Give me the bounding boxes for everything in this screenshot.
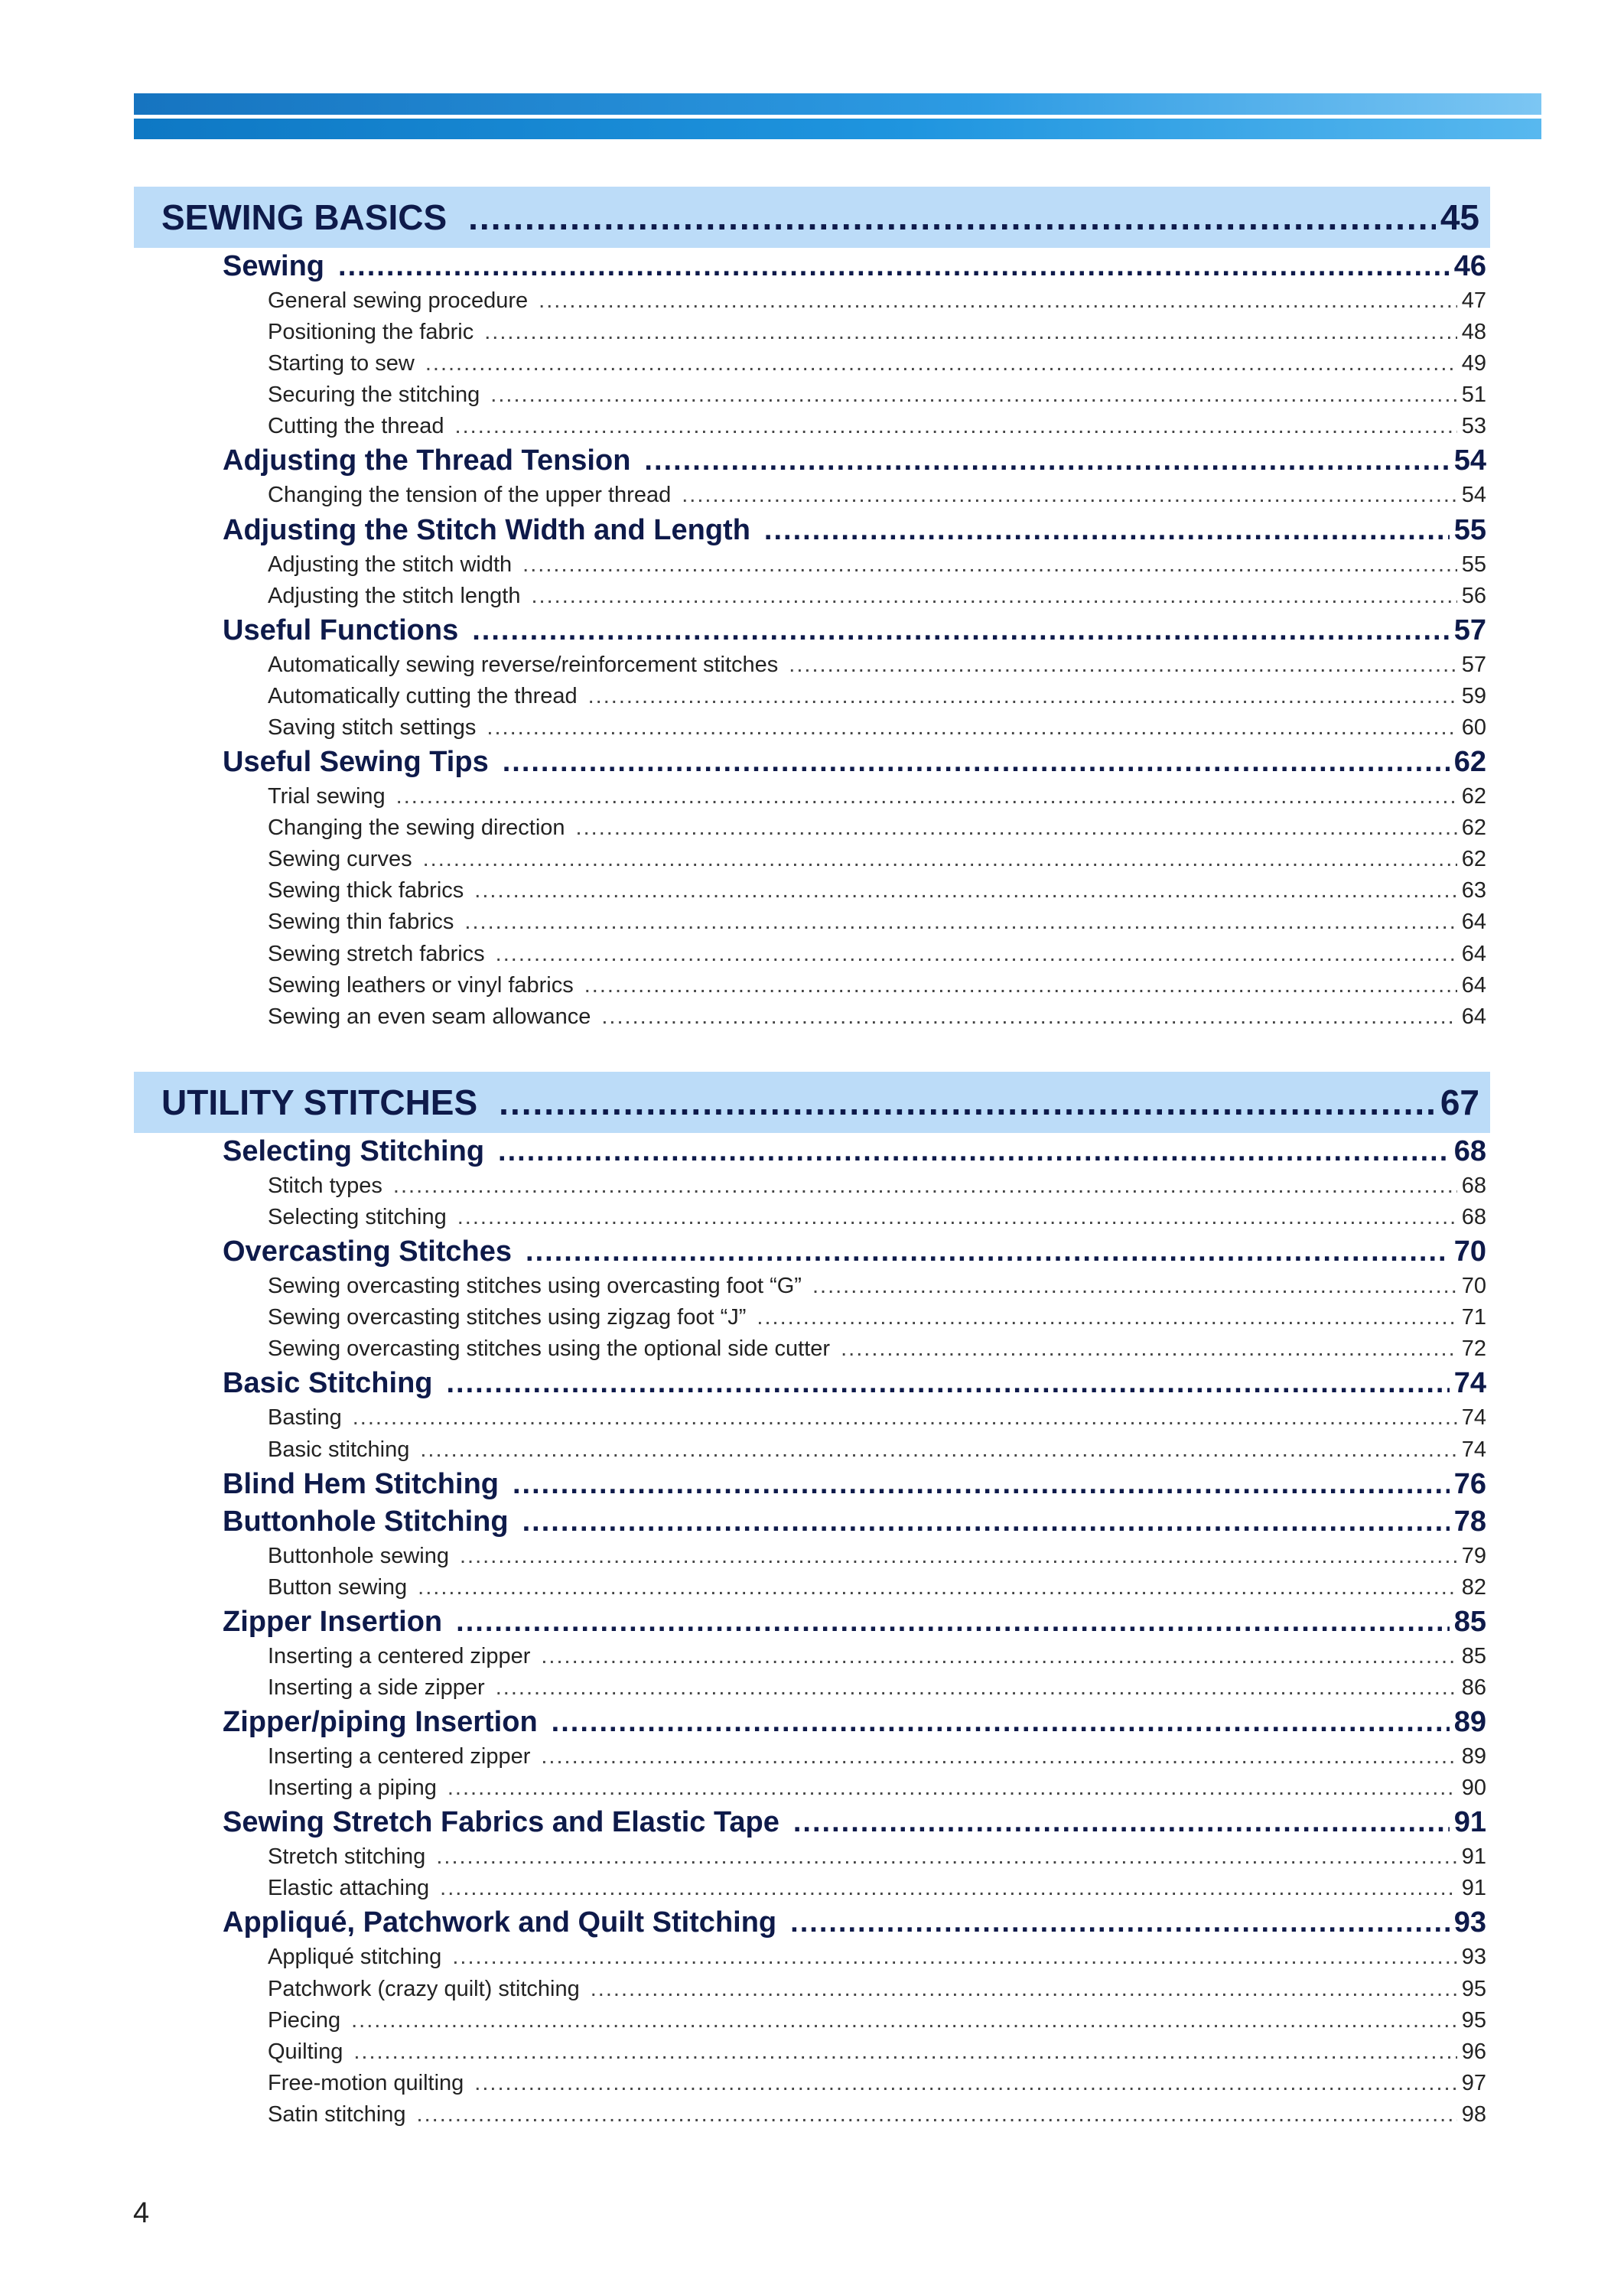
entry-title: Inserting a piping (268, 1776, 437, 1801)
toc-item[interactable] (134, 2068, 1490, 2099)
page-ref: 64 (1461, 972, 1486, 998)
page-ref: 70 (1461, 1274, 1486, 1299)
entry-title: Zipper/piping Insertion (223, 1706, 538, 1739)
entry-title: Basic Stitching (223, 1367, 433, 1400)
entry-title: Basting (268, 1405, 342, 1431)
page-ref: 54 (1453, 444, 1486, 477)
entry-title: Patchwork (crazy quilt) stitching (268, 1976, 580, 2001)
dot-leader (584, 970, 1457, 1001)
toc-item[interactable] (134, 1202, 1490, 1233)
entry-title: SEWING BASICS (161, 197, 447, 237)
page-ref: 48 (1461, 320, 1486, 345)
toc-item[interactable] (134, 1841, 1490, 1873)
page-ref: 45 (1440, 197, 1479, 237)
toc-subheading[interactable] (134, 1603, 1490, 1641)
page-ref: 54 (1461, 483, 1486, 508)
entry-title: Changing the tension of the upper thread (268, 483, 672, 508)
page-ref: 76 (1453, 1467, 1486, 1500)
entry-title: Sewing overcasting stitches using overcasting foot “G” (268, 1274, 802, 1299)
dot-leader (513, 1466, 1450, 1503)
entry-title: Adjusting the stitch length (268, 583, 521, 608)
toc-item[interactable] (134, 1001, 1490, 1033)
dot-leader (793, 1804, 1450, 1841)
page-ref: 68 (1461, 1174, 1486, 1198)
entry-title: Appliqué, Patchwork and Quilt Stitching (223, 1906, 777, 1939)
toc-item[interactable] (134, 581, 1490, 612)
toc-item[interactable] (134, 2099, 1490, 2131)
toc-item[interactable] (134, 1170, 1490, 1202)
page-number: 4 (133, 2197, 150, 2229)
page-ref: 71 (1461, 1305, 1486, 1330)
toc-item[interactable] (134, 285, 1490, 317)
toc-subheading[interactable] (134, 442, 1490, 480)
page-ref: 74 (1453, 1367, 1486, 1400)
entry-title: Piecing (268, 2007, 341, 2033)
toc-item[interactable] (134, 411, 1490, 442)
dot-leader (351, 2005, 1457, 2036)
dot-leader (644, 442, 1449, 480)
entry-title: Sewing Stretch Fabrics and Elastic Tape (223, 1806, 779, 1839)
header-band-bottom (134, 119, 1541, 139)
entry-title: Sewing curves (268, 847, 412, 872)
page-ref: 82 (1461, 1574, 1486, 1600)
dot-leader (425, 348, 1457, 379)
dot-leader (522, 1503, 1450, 1541)
toc-item[interactable] (134, 1942, 1490, 1973)
page-ref: 93 (1461, 1945, 1486, 1970)
page-ref: 67 (1440, 1082, 1479, 1122)
toc-subheading[interactable] (134, 1466, 1490, 1503)
page-ref: 90 (1461, 1776, 1486, 1801)
entry-title: Useful Sewing Tips (223, 746, 489, 779)
dot-leader (474, 2068, 1456, 2099)
entry-title: Buttonhole sewing (268, 1543, 449, 1568)
entry-title: Free-motion quilting (268, 2070, 464, 2095)
toc-subheading[interactable] (134, 1503, 1490, 1541)
page-ref: 86 (1461, 1675, 1486, 1700)
dot-leader (440, 1873, 1457, 1904)
page-ref: 68 (1461, 1205, 1486, 1230)
toc-item[interactable] (134, 1402, 1490, 1434)
dot-leader (757, 1302, 1456, 1333)
dot-leader (393, 1170, 1457, 1202)
entry-title: Stretch stitching (268, 1844, 426, 1870)
dot-leader (682, 480, 1457, 511)
dot-leader (790, 1904, 1450, 1942)
entry-title: Sewing leathers or vinyl fabrics (268, 972, 574, 998)
toc-item[interactable] (134, 875, 1490, 907)
dot-leader (601, 1001, 1456, 1033)
toc-item[interactable] (134, 939, 1490, 970)
page-ref: 51 (1461, 382, 1486, 408)
dot-leader (789, 649, 1456, 681)
dot-leader (541, 1641, 1456, 1672)
dot-leader (420, 1434, 1456, 1466)
dot-leader (552, 1704, 1450, 1741)
entry-title: Sewing an even seam allowance (268, 1004, 591, 1029)
entry-title: Cutting the thread (268, 414, 444, 439)
entry-title: Adjusting the Stitch Width and Length (223, 513, 750, 546)
page-ref: 62 (1461, 784, 1486, 809)
toc-item[interactable] (134, 907, 1490, 938)
entry-title: Stitch types (268, 1174, 382, 1198)
toc-item[interactable] (134, 348, 1490, 379)
toc-item[interactable] (134, 1271, 1490, 1302)
entry-title: Elastic attaching (268, 1876, 430, 1901)
entry-title: Changing the sewing direction (268, 815, 565, 841)
toc-subheading[interactable] (134, 248, 1490, 285)
toc-subheading[interactable] (134, 1133, 1490, 1170)
toc-item[interactable] (134, 379, 1490, 411)
toc-item[interactable] (134, 1641, 1490, 1672)
toc-subheading[interactable] (134, 612, 1490, 649)
entry-title: Starting to sew (268, 351, 415, 376)
page-ref: 91 (1461, 1876, 1486, 1901)
page-ref: 62 (1453, 746, 1486, 779)
entry-title: Satin stitching (268, 2101, 406, 2127)
page-ref: 68 (1453, 1135, 1486, 1167)
page-ref: 64 (1461, 941, 1486, 966)
section-heading[interactable] (134, 1072, 1490, 1133)
page-ref: 96 (1461, 2039, 1486, 2064)
entry-title: Overcasting Stitches (223, 1235, 513, 1268)
toc-item[interactable] (134, 970, 1490, 1001)
header-band-top (134, 93, 1541, 115)
dot-leader (447, 1365, 1450, 1402)
page-ref: 85 (1461, 1643, 1486, 1668)
dot-leader (487, 712, 1456, 744)
page-ref: 60 (1461, 715, 1486, 740)
toc-subheading[interactable] (134, 1904, 1490, 1942)
toc-item[interactable] (134, 844, 1490, 875)
dot-leader (541, 1741, 1456, 1773)
entry-title: Buttonhole Stitching (223, 1505, 509, 1538)
page-ref: 64 (1461, 1004, 1486, 1029)
toc-item[interactable] (134, 1434, 1490, 1466)
entry-title: Selecting stitching (268, 1205, 447, 1230)
page-ref: 47 (1461, 288, 1486, 313)
section-heading[interactable] (134, 187, 1490, 248)
entry-title: Trial sewing (268, 784, 386, 809)
dot-leader (591, 1974, 1457, 2005)
dot-leader (468, 187, 1436, 248)
dot-leader (490, 379, 1456, 411)
entry-title: Inserting a centered zipper (268, 1643, 531, 1668)
page-ref: 78 (1453, 1505, 1486, 1538)
dot-leader (455, 411, 1457, 442)
entry-title: Adjusting the stitch width (268, 552, 513, 577)
entry-title: Zipper Insertion (223, 1605, 443, 1638)
page-ref: 74 (1461, 1405, 1486, 1431)
dot-leader (526, 1233, 1450, 1271)
toc-item[interactable] (134, 1873, 1490, 1904)
page-ref: 62 (1461, 847, 1486, 872)
entry-title: Sewing (223, 250, 325, 282)
dot-leader (531, 581, 1456, 612)
dot-leader (353, 1402, 1457, 1434)
dot-leader (498, 1133, 1450, 1170)
dot-leader (396, 781, 1457, 812)
toc-item[interactable] (134, 317, 1490, 348)
toc-item[interactable] (134, 1741, 1490, 1773)
toc-item[interactable] (134, 549, 1490, 581)
dot-leader (452, 1942, 1456, 1973)
toc-subheading[interactable] (134, 1233, 1490, 1271)
entry-title: Sewing thin fabrics (268, 910, 454, 935)
dot-leader (499, 1072, 1436, 1133)
page-ref: 95 (1461, 2007, 1486, 2033)
page-ref: 62 (1461, 815, 1486, 841)
dot-leader (436, 1841, 1456, 1873)
page-ref: 55 (1453, 513, 1486, 546)
dot-leader (447, 1773, 1457, 1804)
page-ref: 55 (1461, 552, 1486, 577)
entry-title: Selecting Stitching (223, 1135, 485, 1167)
toc-item[interactable] (134, 1672, 1490, 1704)
toc-item[interactable] (134, 1333, 1490, 1365)
dot-leader (418, 1572, 1457, 1603)
dot-leader (812, 1271, 1457, 1302)
page-ref: 49 (1461, 351, 1486, 376)
toc-item[interactable] (134, 812, 1490, 844)
entry-title: Automatically cutting the thread (268, 683, 578, 708)
page-ref: 95 (1461, 1976, 1486, 2001)
dot-leader (539, 285, 1457, 317)
entry-title: Positioning the fabric (268, 320, 474, 345)
entry-title: Inserting a side zipper (268, 1675, 485, 1700)
entry-title: Sewing thick fabrics (268, 878, 464, 903)
dot-leader (456, 1603, 1450, 1641)
page-ref: 89 (1453, 1706, 1486, 1739)
page-ref: 70 (1453, 1235, 1486, 1268)
page-ref: 93 (1453, 1906, 1486, 1939)
dot-leader (464, 907, 1456, 938)
dot-leader (417, 2099, 1457, 2131)
entry-title: Inserting a centered zipper (268, 1744, 531, 1769)
page-ref: 72 (1461, 1336, 1486, 1362)
dot-leader (764, 512, 1450, 549)
page-ref: 63 (1461, 878, 1486, 903)
dot-leader (472, 612, 1449, 649)
toc-item[interactable] (134, 1541, 1490, 1572)
entry-title: Sewing stretch fabrics (268, 941, 485, 966)
page-ref: 59 (1461, 683, 1486, 708)
toc-item[interactable] (134, 2036, 1490, 2068)
toc-subheading[interactable] (134, 512, 1490, 549)
entry-title: Quilting (268, 2039, 343, 2064)
dot-leader (474, 875, 1456, 907)
page-ref: 57 (1461, 652, 1486, 677)
toc-item[interactable] (134, 681, 1490, 712)
dot-leader (457, 1202, 1457, 1233)
entry-title: UTILITY STITCHES (161, 1082, 478, 1122)
page-ref: 98 (1461, 2101, 1486, 2127)
toc-subheading[interactable] (134, 1704, 1490, 1741)
dot-leader (460, 1541, 1457, 1572)
page-ref: 46 (1453, 250, 1486, 282)
entry-title: Adjusting the Thread Tension (223, 444, 631, 477)
page-ref: 57 (1453, 614, 1486, 646)
toc-item[interactable] (134, 1302, 1490, 1333)
toc-subheading[interactable] (134, 1365, 1490, 1402)
toc-subheading[interactable] (134, 1804, 1490, 1841)
page-ref: 91 (1453, 1806, 1486, 1839)
dot-leader (338, 248, 1450, 285)
page-ref: 74 (1461, 1437, 1486, 1462)
dot-leader (496, 1672, 1457, 1704)
toc-subheading[interactable] (134, 744, 1490, 781)
entry-title: Basic stitching (268, 1437, 410, 1462)
page-ref: 64 (1461, 910, 1486, 935)
entry-title: Securing the stitching (268, 382, 480, 408)
toc-section-sewing-basics (134, 187, 1490, 1033)
dot-leader (576, 812, 1457, 844)
page-ref: 89 (1461, 1744, 1486, 1769)
page-ref: 97 (1461, 2070, 1486, 2095)
dot-leader (503, 744, 1450, 781)
toc-item[interactable] (134, 2005, 1490, 2036)
entry-title: Saving stitch settings (268, 715, 477, 740)
dot-leader (522, 549, 1457, 581)
entry-title: Button sewing (268, 1574, 408, 1600)
dot-leader (423, 844, 1457, 875)
page-ref: 91 (1461, 1844, 1486, 1870)
dot-leader (484, 317, 1457, 348)
dot-leader (841, 1333, 1457, 1365)
toc-item[interactable] (134, 781, 1490, 812)
entry-title: Blind Hem Stitching (223, 1467, 499, 1500)
entry-title: Useful Functions (223, 614, 459, 646)
page-ref: 79 (1461, 1543, 1486, 1568)
toc-item[interactable] (134, 1572, 1490, 1603)
toc-section-utility-stitches (134, 1072, 1490, 2131)
page-ref: 56 (1461, 583, 1486, 608)
toc-item[interactable] (134, 712, 1490, 744)
page-ref: 53 (1461, 414, 1486, 439)
toc-item[interactable] (134, 1974, 1490, 2005)
toc-item[interactable] (134, 1773, 1490, 1804)
dot-leader (588, 681, 1457, 712)
entry-title: Appliqué stitching (268, 1945, 442, 1970)
entry-title: Sewing overcasting stitches using zigzag foot “J” (268, 1305, 747, 1330)
toc-item[interactable] (134, 649, 1490, 681)
entry-title: Automatically sewing reverse/reinforcement stitches (268, 652, 779, 677)
page-ref: 85 (1453, 1605, 1486, 1638)
toc-item[interactable] (134, 480, 1490, 511)
entry-title: Sewing overcasting stitches using the optional side cutter (268, 1336, 831, 1362)
dot-leader (353, 2036, 1456, 2068)
dot-leader (496, 939, 1457, 970)
entry-title: General sewing procedure (268, 288, 529, 313)
